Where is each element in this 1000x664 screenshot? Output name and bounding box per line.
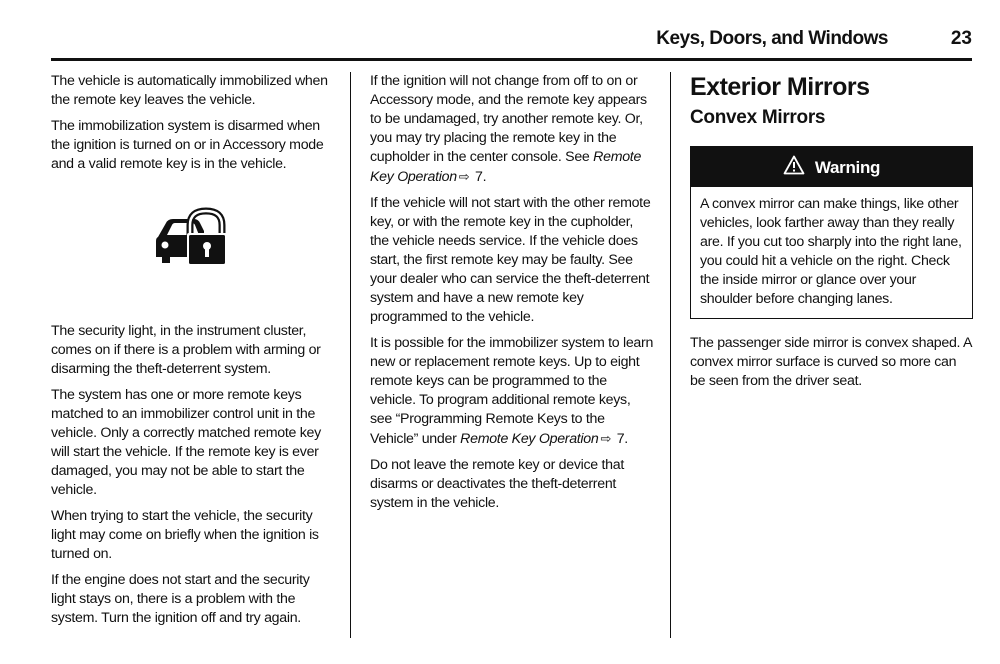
paragraph-text: If the ignition will not change from off to on or Accessory mode, and the remote key appears to be undamaged, try another remote key. Or, you may try placing the remote key in the cupholder in the center console. See — [370, 73, 647, 165]
page-number: 23 — [950, 28, 972, 49]
page-reference-arrow-icon: ⇨ — [458, 169, 470, 184]
subsection-title: Convex Mirrors — [690, 107, 826, 128]
warning-triangle-icon — [783, 155, 805, 179]
page-header — [51, 0, 972, 58]
warning-text: A convex mirror can make things, like other vehicles, look farther away than they really are. If you cut too sharply into the right lane, you could hit a vehicle on the right. Check the inside mirror or glance over your shoulder before changing lanes. — [700, 196, 962, 307]
warning-header — [691, 147, 972, 187]
running-header-title: Keys, Doors, and Windows — [656, 28, 888, 49]
paragraph — [370, 72, 655, 187]
warning-label: Warning — [814, 157, 881, 177]
page-reference-arrow-icon: ⇨ — [600, 431, 612, 446]
paragraph: The system has one or more remote keys matched to an immobilizer control unit in the vehicle. Only a correctly matched remote key will start the vehicle. If the remote key is ever damaged, you may not be able to start the vehicle. — [51, 387, 321, 498]
paragraph: When trying to start the vehicle, the security light may come on briefly when the ignition is turned on. — [51, 508, 319, 562]
column-divider-left — [350, 72, 351, 638]
security-light-icon — [154, 207, 228, 267]
paragraph — [370, 334, 655, 449]
paragraph: If the engine does not start and the security light stays on, there is a problem with the system. Turn the ignition off and try again. — [51, 572, 310, 626]
reference-page: 7. — [471, 169, 487, 185]
paragraph: Do not leave the remote key or device that disarms or deactivates the theft-deterrent system in the vehicle. — [370, 457, 624, 511]
reference-page: 7. — [613, 431, 628, 447]
header-rule — [51, 58, 972, 61]
column-divider-right — [670, 72, 671, 638]
paragraph: The immobilization system is disarmed when the ignition is turned on or in Accessory mode and a valid remote key is in the vehicle. — [51, 118, 324, 172]
column-left — [51, 72, 334, 635]
section-title: Exterior Mirrors — [690, 73, 870, 101]
paragraph: The vehicle is automatically immobilized when the remote key leaves the vehicle. — [51, 73, 328, 108]
paragraph: If the vehicle will not start with the other remote key, or with the remote key in the cupholder, the vehicle needs service. If the vehicle does start, the first remote key may be faulty. See your dealer who can service the theft-deterrent system and have a new remote key programmed to the vehicle. — [370, 195, 651, 325]
cross-reference-link[interactable]: Remote Key Operation — [370, 149, 642, 185]
paragraph: The security light, in the instrument cluster, comes on if there is a problem with arming or disarming the theft-deterrent system. — [51, 323, 321, 377]
column-right — [690, 72, 973, 398]
paragraph: The passenger side mirror is convex shaped. A convex mirror surface is curved so more can be seen from the driver seat. — [690, 335, 972, 389]
cross-reference-link[interactable]: Remote Key Operation — [460, 431, 599, 447]
column-middle — [370, 72, 655, 520]
paragraph-text: It is possible for the immobilizer system to learn new or replacement remote keys. Up to eight remote keys can be programmed to the vehicle. To program additional remote keys, see “Programming Remote Keys to the Vehicle” under — [370, 335, 654, 447]
warning-box — [690, 146, 973, 319]
